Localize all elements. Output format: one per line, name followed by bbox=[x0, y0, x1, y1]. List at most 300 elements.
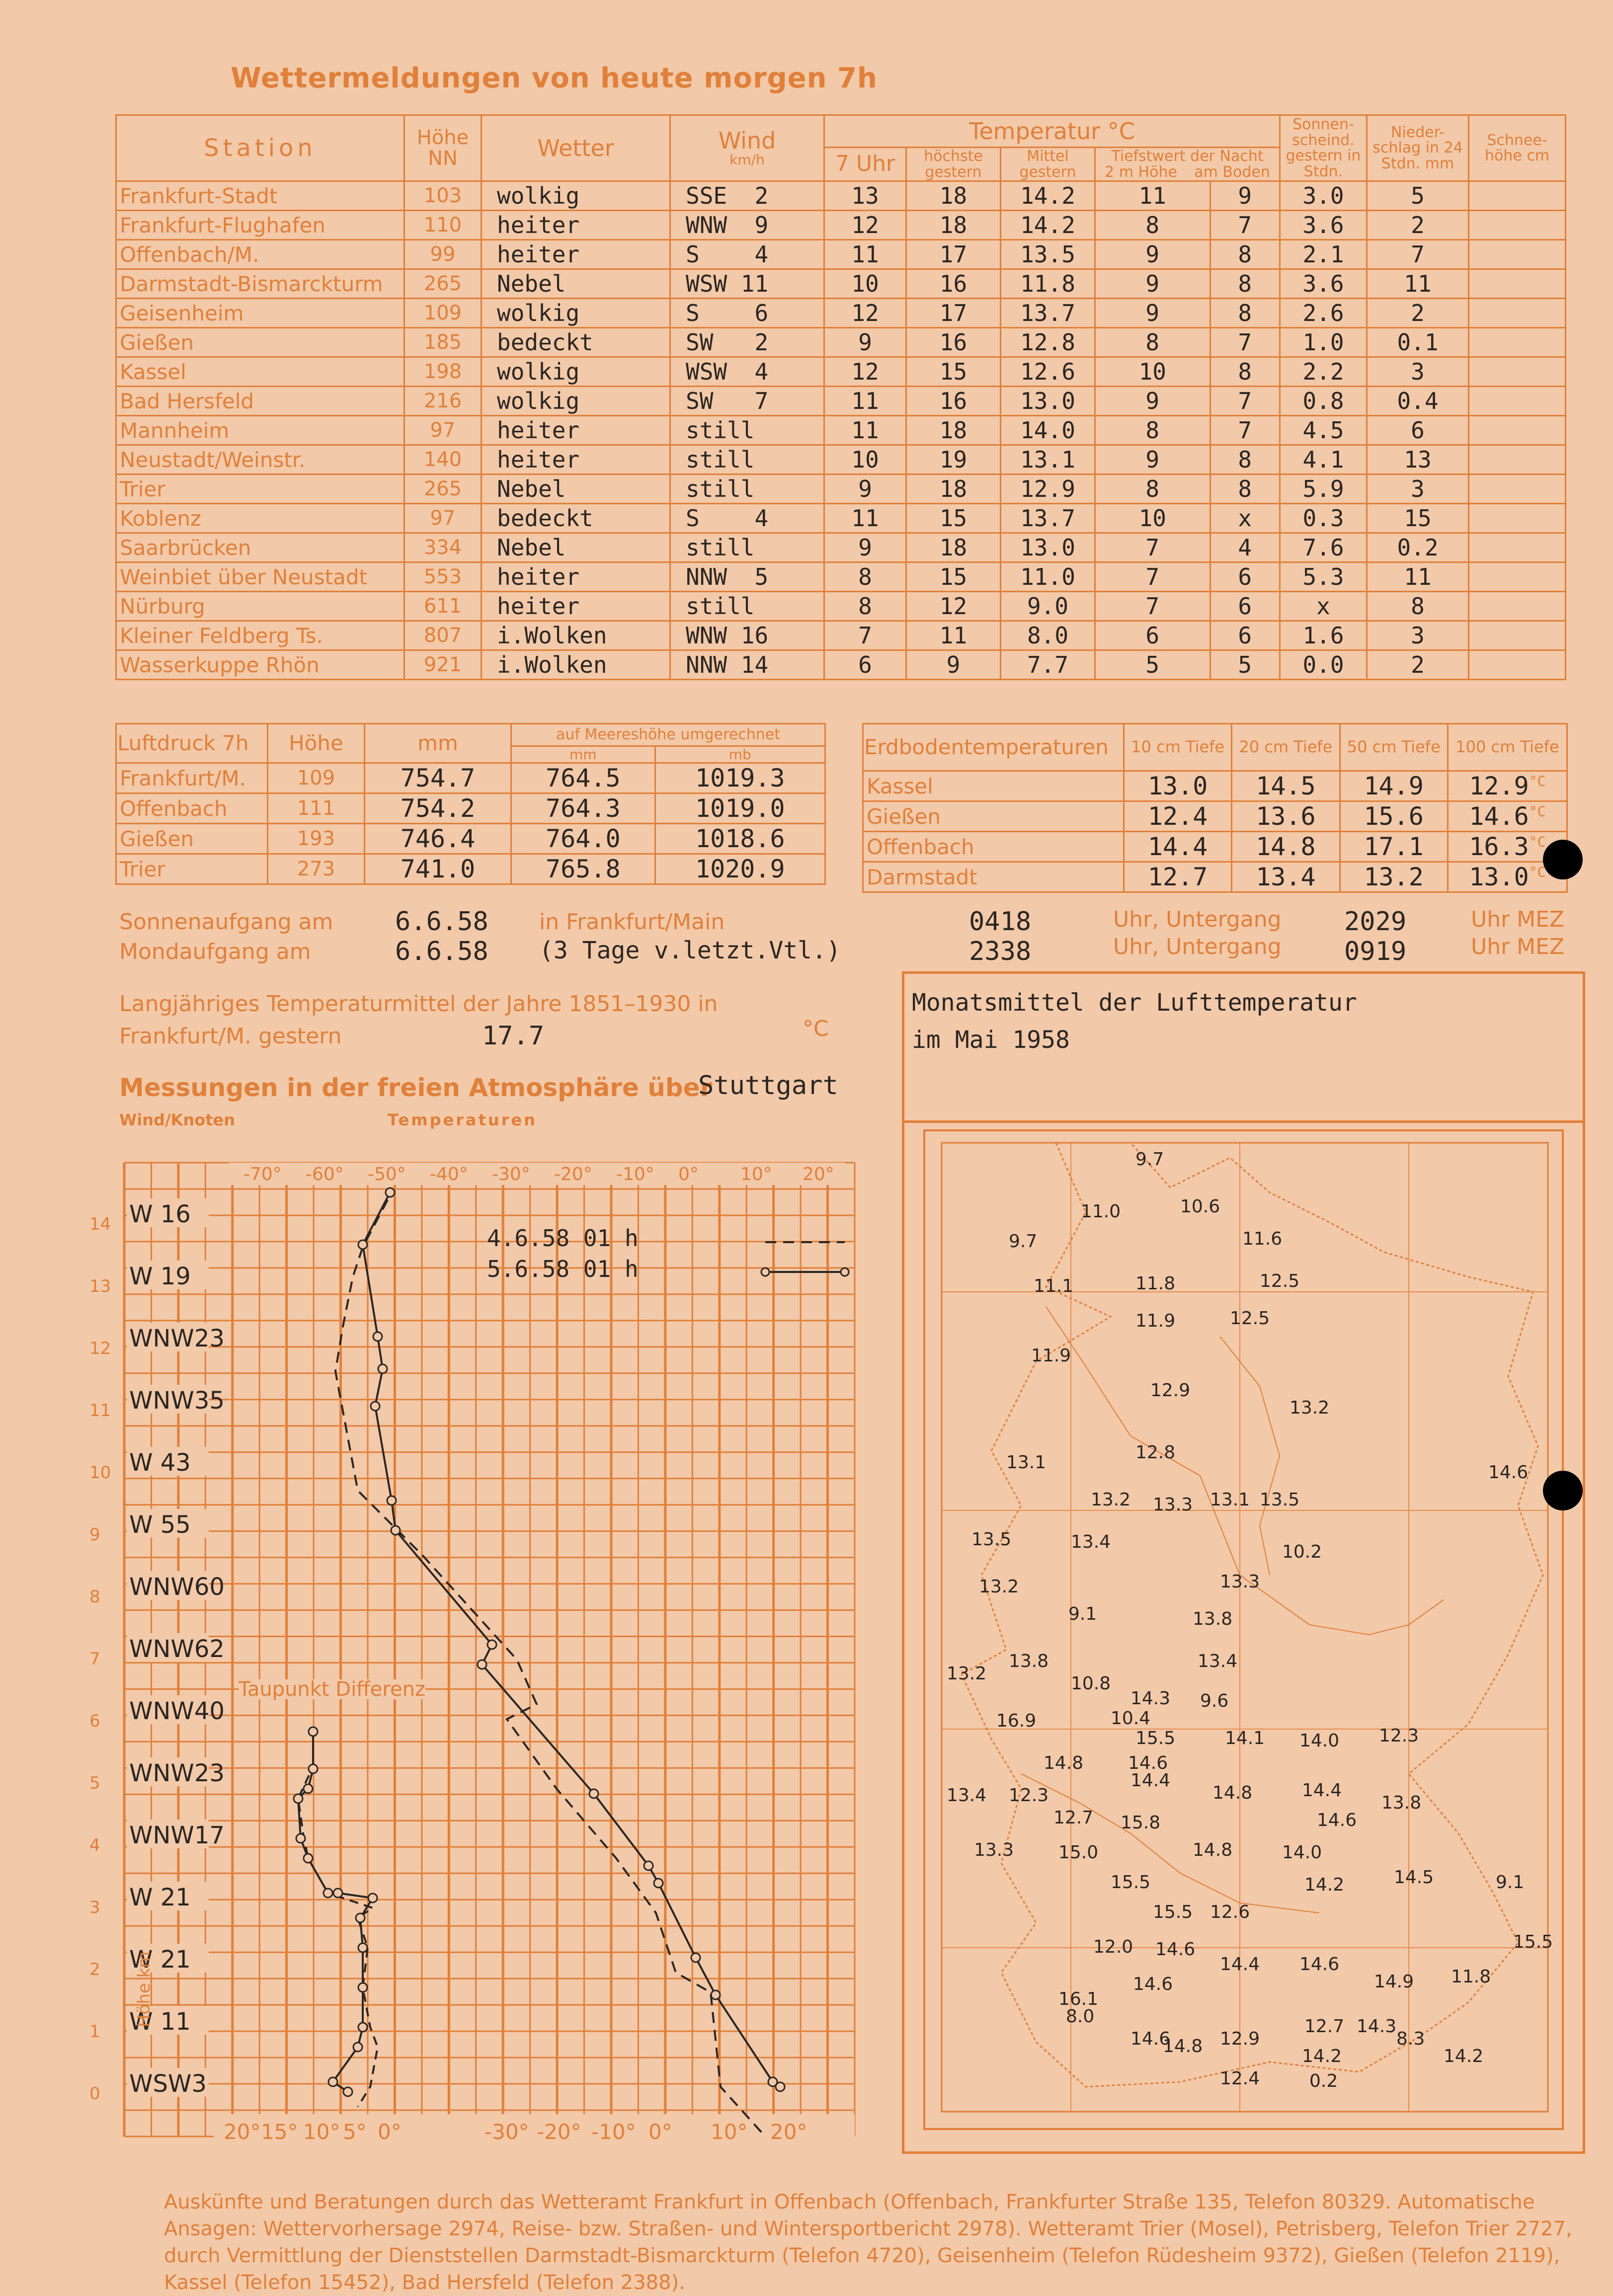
cell-min2m: 7 bbox=[1095, 592, 1210, 621]
profile-dot bbox=[323, 1889, 332, 1898]
sun-label: Sonnenaufgang am bbox=[119, 909, 333, 935]
cell-hoehe: 216 bbox=[404, 387, 482, 416]
longterm-line1: Langjähriges Temperaturmittel der Jahre 1851–1930 in bbox=[119, 991, 718, 1017]
table-row bbox=[863, 832, 1567, 862]
table-row bbox=[116, 562, 1566, 592]
cell-wind: still bbox=[670, 592, 824, 621]
table-row bbox=[116, 269, 1566, 299]
map-value: 14.4 bbox=[1302, 1780, 1342, 1801]
profile-dot bbox=[654, 1879, 663, 1888]
cell-minboden: 8 bbox=[1210, 357, 1280, 387]
cell-wetter: heiter bbox=[482, 211, 670, 240]
map-value: 14.3 bbox=[1130, 1688, 1171, 1709]
cell-mm_sea: 764.5 bbox=[511, 763, 655, 793]
cell-mittel: 14.0 bbox=[1001, 416, 1095, 445]
cell-max: 16 bbox=[906, 387, 1001, 416]
cell-station: Offenbach bbox=[863, 832, 1124, 862]
profile-dot bbox=[353, 2043, 362, 2052]
km-tick: 1 bbox=[89, 2022, 100, 2042]
top-tick: -40° bbox=[430, 1164, 468, 1185]
cell-min2m: 8 bbox=[1095, 211, 1210, 240]
sun-place: in Frankfurt/Main bbox=[539, 909, 725, 935]
cell-minboden: 8 bbox=[1210, 269, 1280, 299]
map-value: 16.1 bbox=[1058, 1989, 1099, 2009]
profile-dot bbox=[391, 1526, 400, 1535]
cell-wetter: heiter bbox=[482, 240, 670, 269]
soil-unit: °C bbox=[1529, 864, 1546, 880]
map-value: 14.6 bbox=[1299, 1954, 1340, 1975]
moon-rise: 2338 bbox=[969, 937, 1032, 966]
cell-mittel: 11.8 bbox=[1001, 269, 1095, 299]
top-tick: 10° bbox=[740, 1164, 772, 1185]
cell-min2m: 6 bbox=[1095, 621, 1210, 650]
cell-wetter: heiter bbox=[482, 592, 670, 621]
cell-nieder: 0.1 bbox=[1367, 328, 1469, 357]
moon-unit: Uhr MEZ bbox=[1471, 934, 1565, 959]
map-value: 14.8 bbox=[1193, 1840, 1233, 1860]
soil-unit: °C bbox=[1529, 833, 1546, 850]
cell-sonne: 1.6 bbox=[1280, 621, 1367, 650]
station-name: Koblenz bbox=[116, 504, 404, 533]
cell-nieder: 13 bbox=[1367, 445, 1469, 475]
cell-mm_sea: 764.0 bbox=[511, 824, 655, 854]
cell-nieder: 7 bbox=[1367, 240, 1469, 269]
map-value: 13.2 bbox=[1091, 1490, 1131, 1510]
cell-minboden: 9 bbox=[1210, 181, 1280, 211]
cell-wetter: heiter bbox=[482, 562, 670, 592]
cell-station: Trier bbox=[116, 854, 268, 884]
col-tiefst-2m: 2 m Höhe bbox=[1105, 163, 1177, 181]
cell-schnee bbox=[1469, 592, 1566, 621]
cell-nieder: 2 bbox=[1367, 299, 1469, 328]
cell-schnee bbox=[1469, 299, 1566, 328]
wind-value: W 19 bbox=[129, 1263, 191, 1290]
cell-min2m: 10 bbox=[1095, 357, 1210, 387]
cell-t7: 11 bbox=[824, 240, 906, 269]
cell-minboden: 7 bbox=[1210, 328, 1280, 357]
cell-mm_sea: 764.3 bbox=[511, 793, 655, 824]
map-value: 12.0 bbox=[1093, 1937, 1133, 1957]
table-row bbox=[116, 824, 825, 854]
km-tick: 13 bbox=[89, 1276, 111, 1296]
cell-hoehe: 185 bbox=[404, 328, 482, 357]
wind-value: WSW3 bbox=[129, 2070, 207, 2098]
map-value: 11.6 bbox=[1242, 1229, 1283, 1249]
map-value: 15.5 bbox=[1513, 1932, 1553, 1952]
map-value: 11.0 bbox=[1081, 1201, 1121, 1222]
station-name: Gießen bbox=[116, 328, 404, 357]
wind-value: W 11 bbox=[129, 2008, 191, 2036]
map-value: 12.7 bbox=[1053, 1808, 1094, 1828]
map-value: 15.0 bbox=[1058, 1842, 1099, 1863]
atmos-title: Messungen in der freien Atmosphäre über bbox=[119, 1073, 713, 1102]
map-value: 14.6 bbox=[1130, 2029, 1171, 2049]
cell-minboden: 7 bbox=[1210, 211, 1280, 240]
cell-nieder: 0.4 bbox=[1367, 387, 1469, 416]
cell-station: Gießen bbox=[863, 801, 1124, 832]
cell-min2m: 11 bbox=[1095, 181, 1210, 211]
table-row bbox=[116, 387, 1566, 416]
map-value: 14.6 bbox=[1128, 1753, 1168, 1773]
cell-min2m: 9 bbox=[1095, 240, 1210, 269]
col-p-hoehe: Höhe bbox=[268, 724, 365, 763]
map-value: 12.3 bbox=[1379, 1726, 1419, 1746]
top-tick: -60° bbox=[306, 1164, 344, 1185]
cell-mb: 1018.6 bbox=[655, 824, 825, 854]
map-value: 14.2 bbox=[1304, 1875, 1345, 1895]
cell-mittel: 13.7 bbox=[1001, 504, 1095, 533]
cell-max: 18 bbox=[906, 211, 1001, 240]
cell-min2m: 5 bbox=[1095, 650, 1210, 680]
cell-wind: NNW 5 bbox=[670, 562, 824, 592]
col-p-mm: mm bbox=[365, 724, 511, 763]
map-value: 14.6 bbox=[1155, 1939, 1196, 1960]
station-name: Wasserkuppe Rhön bbox=[116, 650, 404, 680]
cell-d10: 13.0 bbox=[1124, 771, 1232, 801]
cell-t7: 12 bbox=[824, 211, 906, 240]
cell-wind: still bbox=[670, 475, 824, 504]
km-tick: 0 bbox=[89, 2084, 100, 2104]
table-row bbox=[116, 445, 1566, 475]
cell-max: 18 bbox=[906, 181, 1001, 211]
cell-schnee bbox=[1469, 562, 1566, 592]
map-value: 13.2 bbox=[979, 1577, 1019, 1597]
table-row bbox=[116, 793, 825, 824]
cell-sonne: 2.2 bbox=[1280, 357, 1367, 387]
cell-wetter: i.Wolken bbox=[482, 621, 670, 650]
station-name: Bad Hersfeld bbox=[116, 387, 404, 416]
cell-schnee bbox=[1469, 269, 1566, 299]
map-value: 14.0 bbox=[1299, 1731, 1340, 1751]
map-value: 10.4 bbox=[1111, 1708, 1151, 1729]
cell-schnee bbox=[1469, 650, 1566, 680]
cell-hoehe: 99 bbox=[404, 240, 482, 269]
station-name: Frankfurt-Flughafen bbox=[116, 211, 404, 240]
cell-t7: 10 bbox=[824, 445, 906, 475]
cell-t7: 12 bbox=[824, 357, 906, 387]
wind-value: WNW40 bbox=[129, 1697, 225, 1725]
cell-d50: 14.9 bbox=[1340, 771, 1448, 801]
cell-minboden: 8 bbox=[1210, 299, 1280, 328]
station-name: Kleiner Feldberg Ts. bbox=[116, 621, 404, 650]
cell-schnee bbox=[1469, 533, 1566, 562]
wind-value: WNW60 bbox=[129, 1573, 225, 1601]
table-row bbox=[116, 533, 1566, 562]
cell-wetter: Nebel bbox=[482, 475, 670, 504]
cell-schnee bbox=[1469, 621, 1566, 650]
legend-2: 5.6.58 01 h bbox=[487, 1256, 639, 1282]
cell-wind: NNW 14 bbox=[670, 650, 824, 680]
cell-hoehe: 265 bbox=[404, 269, 482, 299]
station-name: Darmstadt-Bismarckturm bbox=[116, 269, 404, 299]
cell-min2m: 7 bbox=[1095, 562, 1210, 592]
cell-minboden: 8 bbox=[1210, 475, 1280, 504]
map-value: 14.9 bbox=[1374, 1972, 1414, 1992]
cell-hoehe: 97 bbox=[404, 504, 482, 533]
km-tick: 8 bbox=[89, 1587, 100, 1607]
cell-d100: $16.3^{^\circ C}$ bbox=[1448, 832, 1567, 862]
wind-value: W 21 bbox=[129, 1884, 191, 1911]
map bbox=[922, 1128, 1565, 2132]
moon-label: Mondaufgang am bbox=[119, 939, 311, 964]
cell-hoehe: 198 bbox=[404, 357, 482, 387]
map-value: 13.1 bbox=[1006, 1452, 1047, 1473]
cell-wind: still bbox=[670, 533, 824, 562]
cell-nieder: 0.2 bbox=[1367, 533, 1469, 562]
table-row bbox=[116, 240, 1566, 269]
map-value: 12.5 bbox=[1260, 1271, 1300, 1291]
cell-wetter: wolkig bbox=[482, 299, 670, 328]
wind-value: WNW62 bbox=[129, 1635, 225, 1663]
moon-date: 6.6.58 bbox=[395, 937, 488, 966]
moon-mid: Uhr, Untergang bbox=[1113, 934, 1282, 959]
cell-schnee bbox=[1469, 445, 1566, 475]
cell-wetter: heiter bbox=[482, 445, 670, 475]
map-value: 14.6 bbox=[1133, 1974, 1173, 1994]
map-value: 13.2 bbox=[1290, 1398, 1330, 1418]
col-soil-10: 10 cm Tiefe bbox=[1124, 724, 1232, 771]
cell-min2m: 7 bbox=[1095, 533, 1210, 562]
profile-dot bbox=[343, 2087, 352, 2096]
km-tick: 9 bbox=[89, 1525, 100, 1545]
bottom-tick: 20° bbox=[770, 2120, 807, 2144]
col-p-meeres: auf Meereshöhe umgerechnet bbox=[511, 724, 825, 746]
cell-d100: $13.0^{^\circ C}$ bbox=[1448, 862, 1567, 892]
cell-t7: 11 bbox=[824, 416, 906, 445]
map-value: 13.4 bbox=[947, 1785, 987, 1806]
cell-t7: 7 bbox=[824, 621, 906, 650]
profile-dot bbox=[478, 1660, 486, 1669]
km-tick: 5 bbox=[89, 1773, 100, 1793]
cell-sonne: 1.0 bbox=[1280, 328, 1367, 357]
cell-t7: 8 bbox=[824, 592, 906, 621]
cell-min2m: 8 bbox=[1095, 475, 1210, 504]
table-row bbox=[116, 650, 1566, 680]
profile-dot bbox=[589, 1789, 598, 1798]
map-value: 9.6 bbox=[1200, 1691, 1229, 1711]
table-row bbox=[116, 763, 825, 793]
map-value: 9.7 bbox=[1009, 1231, 1038, 1252]
cell-wetter: wolkig bbox=[482, 357, 670, 387]
map-value: 15.5 bbox=[1153, 1902, 1193, 1922]
profile-4-6-58 bbox=[335, 1200, 765, 2137]
map-value: 14.6 bbox=[1317, 1810, 1357, 1830]
map-title-2: im Mai 1958 bbox=[912, 1026, 1070, 1054]
cell-minboden: 7 bbox=[1210, 387, 1280, 416]
map-value: 9.7 bbox=[1135, 1149, 1164, 1170]
longterm-value: 17.7 bbox=[482, 1021, 545, 1051]
profile-dot bbox=[368, 1894, 377, 1902]
table-row bbox=[116, 181, 1566, 211]
map-value: 14.8 bbox=[1044, 1753, 1084, 1773]
profile-dot bbox=[644, 1861, 653, 1870]
cell-wind: SSE 2 bbox=[670, 181, 824, 211]
wind-value: W 21 bbox=[129, 1946, 191, 1974]
cell-hoehe: 103 bbox=[404, 181, 482, 211]
cell-minboden: 6 bbox=[1210, 562, 1280, 592]
map-value: 13.5 bbox=[971, 1529, 1012, 1550]
cell-mittel: 12.9 bbox=[1001, 475, 1095, 504]
bottom-tick: 10° bbox=[711, 2120, 748, 2144]
bottom-tick: 15° bbox=[261, 2120, 298, 2144]
map-value: 16.9 bbox=[996, 1711, 1037, 1731]
table-row bbox=[116, 299, 1566, 328]
map-value: 12.3 bbox=[1009, 1785, 1049, 1806]
cell-max: 19 bbox=[906, 445, 1001, 475]
cell-sonne: 3.0 bbox=[1280, 181, 1367, 211]
cell-nieder: 6 bbox=[1367, 416, 1469, 445]
cell-min2m: 9 bbox=[1095, 269, 1210, 299]
profile-dot bbox=[711, 1990, 720, 1999]
cell-t7: 9 bbox=[824, 533, 906, 562]
station-name: Neustadt/Weinstr. bbox=[116, 445, 404, 475]
col-hoechste: höchste gestern bbox=[906, 148, 1001, 181]
table-row bbox=[116, 854, 825, 884]
cell-min2m: 8 bbox=[1095, 416, 1210, 445]
km-tick: 7 bbox=[89, 1649, 100, 1669]
punch-hole-2 bbox=[1543, 1471, 1583, 1510]
map-value: 13.1 bbox=[1210, 1490, 1250, 1510]
map-value: 9.1 bbox=[1496, 1872, 1525, 1893]
col-temperatur: Temperatur °C bbox=[824, 115, 1280, 148]
cell-mb: 1020.9 bbox=[655, 854, 825, 884]
wind-value: W 16 bbox=[129, 1200, 191, 1228]
longterm-unit: °C bbox=[803, 1016, 829, 1041]
col-wind-unit: km/h bbox=[729, 152, 765, 168]
cell-min2m: 9 bbox=[1095, 387, 1210, 416]
profile-dot bbox=[296, 1834, 305, 1843]
cell-schnee bbox=[1469, 504, 1566, 533]
cell-d50: 15.6 bbox=[1340, 801, 1448, 832]
cell-t7: 9 bbox=[824, 475, 906, 504]
map-value: 12.6 bbox=[1210, 1902, 1250, 1922]
map-value: 13.3 bbox=[974, 1840, 1014, 1860]
cell-wetter: Nebel bbox=[482, 533, 670, 562]
cell-wind: S 6 bbox=[670, 299, 824, 328]
station-name: Nürburg bbox=[116, 592, 404, 621]
cell-mittel: 13.1 bbox=[1001, 445, 1095, 475]
top-tick: 20° bbox=[803, 1164, 834, 1185]
cell-d20: 13.6 bbox=[1232, 801, 1340, 832]
sun-set: 2029 bbox=[1344, 907, 1407, 937]
taupunkt-label: Taupunkt Differenz bbox=[239, 1678, 425, 1701]
map-value: 13.8 bbox=[1193, 1609, 1233, 1629]
km-tick: 11 bbox=[89, 1401, 111, 1421]
soil-unit: °C bbox=[1529, 803, 1546, 820]
map-value: 12.8 bbox=[1135, 1442, 1176, 1463]
station-name: Frankfurt-Stadt bbox=[116, 181, 404, 211]
wind-value: W 43 bbox=[129, 1449, 191, 1477]
col-schnee: Schnee-höhe cm bbox=[1469, 115, 1566, 181]
cell-mittel: 11.0 bbox=[1001, 562, 1095, 592]
atmos-chart bbox=[80, 1143, 875, 2146]
wind-value: WNW23 bbox=[129, 1325, 225, 1352]
col-soil-50: 50 cm Tiefe bbox=[1340, 724, 1448, 771]
cell-max: 11 bbox=[906, 621, 1001, 650]
cell-t7: 11 bbox=[824, 387, 906, 416]
cell-max: 16 bbox=[906, 269, 1001, 299]
cell-d50: 17.1 bbox=[1340, 832, 1448, 862]
map-value: 14.4 bbox=[1130, 1770, 1171, 1791]
profile-dot bbox=[309, 1727, 318, 1736]
bottom-tick: 10° bbox=[303, 2120, 340, 2144]
cell-wetter: wolkig bbox=[482, 387, 670, 416]
cell-hoehe: 921 bbox=[404, 650, 482, 680]
cell-d20: 14.8 bbox=[1232, 832, 1340, 862]
cell-mittel: 14.2 bbox=[1001, 181, 1095, 211]
cell-minboden: 5 bbox=[1210, 650, 1280, 680]
cell-wind: WSW 4 bbox=[670, 357, 824, 387]
map-value: 15.8 bbox=[1121, 1813, 1161, 1833]
station-name: Mannheim bbox=[116, 416, 404, 445]
map-value: 8.0 bbox=[1066, 2006, 1095, 2027]
cell-max: 18 bbox=[906, 475, 1001, 504]
cell-d20: 13.4 bbox=[1232, 862, 1340, 892]
table-row bbox=[863, 771, 1567, 801]
cell-d100: $12.9^{^\circ C}$ bbox=[1448, 771, 1567, 801]
km-tick: 14 bbox=[89, 1214, 111, 1234]
map-value: 12.9 bbox=[1220, 2029, 1260, 2049]
map-value: 14.0 bbox=[1282, 1842, 1322, 1863]
cell-nieder: 5 bbox=[1367, 181, 1469, 211]
cell-hoehe: 807 bbox=[404, 621, 482, 650]
cell-hoehe: 97 bbox=[404, 416, 482, 445]
cell-wind: still bbox=[670, 445, 824, 475]
cell-nieder: 11 bbox=[1367, 269, 1469, 299]
cell-schnee bbox=[1469, 387, 1566, 416]
station-name: Geisenheim bbox=[116, 299, 404, 328]
col-nieder: Nieder-schlag in 24 Stdn. mm bbox=[1367, 115, 1469, 181]
cell-wetter: bedeckt bbox=[482, 504, 670, 533]
cell-sonne: 7.6 bbox=[1280, 533, 1367, 562]
cell-hoehe: 611 bbox=[404, 592, 482, 621]
cell-sonne: 2.6 bbox=[1280, 299, 1367, 328]
cell-hoehe: 109 bbox=[404, 299, 482, 328]
cell-wetter: heiter bbox=[482, 416, 670, 445]
table-row bbox=[116, 357, 1566, 387]
cell-schnee bbox=[1469, 328, 1566, 357]
cell-schnee bbox=[1469, 240, 1566, 269]
longterm-line2: Frankfurt/M. gestern bbox=[119, 1024, 342, 1049]
station-name: Offenbach/M. bbox=[116, 240, 404, 269]
map-value: 11.8 bbox=[1451, 1967, 1491, 1987]
cell-schnee bbox=[1469, 211, 1566, 240]
cell-sonne: 4.5 bbox=[1280, 416, 1367, 445]
col-tiefst: Tiefstwert der Nacht bbox=[1111, 148, 1264, 165]
profile-dot bbox=[356, 1913, 365, 1922]
profile-dot bbox=[387, 1496, 396, 1505]
cell-sonne: 5.9 bbox=[1280, 475, 1367, 504]
map-value: 14.6 bbox=[1488, 1462, 1529, 1483]
cell-wind: S 4 bbox=[670, 240, 824, 269]
top-tick: -70° bbox=[243, 1164, 282, 1185]
profile-dot bbox=[304, 1784, 313, 1793]
cell-max: 18 bbox=[906, 533, 1001, 562]
cell-t7: 9 bbox=[824, 328, 906, 357]
map-value: 12.5 bbox=[1230, 1308, 1270, 1329]
col-tiefst-boden: am Boden bbox=[1194, 163, 1270, 181]
cell-mittel: 13.0 bbox=[1001, 533, 1095, 562]
station-name: Trier bbox=[116, 475, 404, 504]
cell-t7: 11 bbox=[824, 504, 906, 533]
map-value: 11.9 bbox=[1135, 1311, 1176, 1331]
map-value: 13.3 bbox=[1220, 1572, 1260, 1592]
cell-max: 17 bbox=[906, 240, 1001, 269]
cell-wind: WNW 9 bbox=[670, 211, 824, 240]
map-value: 13.5 bbox=[1260, 1490, 1300, 1510]
cell-wetter: Nebel bbox=[482, 269, 670, 299]
cell-hoehe: 193 bbox=[268, 824, 365, 854]
